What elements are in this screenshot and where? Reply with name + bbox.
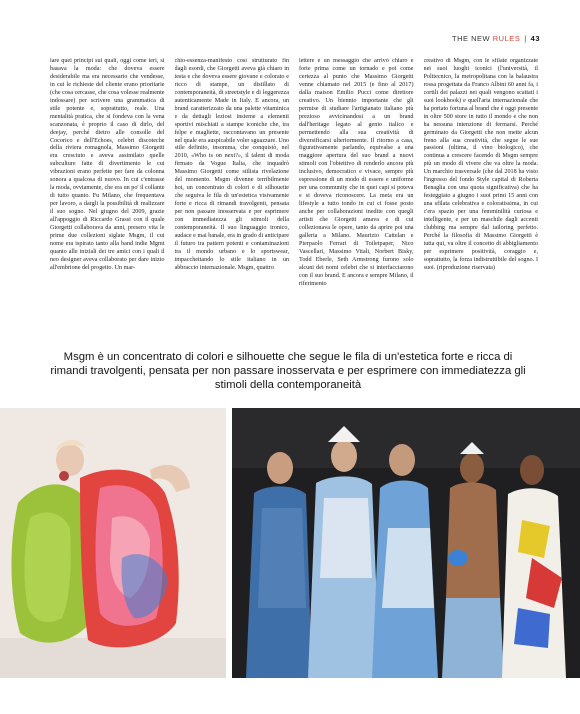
section-prefix: THE NEW <box>452 34 493 43</box>
pull-quote: Msgm è un concentrato di colori e silhouette che segue le fila di un'estetica forte e ricca di rimandi travolgenti, pensata per non passare inosservata e per esprimere con immediatezza gli stimoli della contemporaneità <box>50 351 526 392</box>
section-highlight: RULES <box>492 34 521 43</box>
draped-model-illustration <box>0 408 226 678</box>
fashion-photo-left <box>0 408 226 678</box>
fashion-photo-right <box>232 408 580 678</box>
article-columns <box>50 58 538 320</box>
group-models-illustration <box>232 408 580 678</box>
article-column-2: chio-essenza-manifesto così strutturato fin dagli esordi, che Giorgetti aveva già chiaro in testa e che doveva essere giovane e colorato e ricco di stampe, un distillato di contemporaneità, di streetstyle e di leggerezza autenticamente Made in Italy. E ancora, un brand caratterizzato da una palette vitaminica e da dettagli leziosi insieme a elementi sportivi mischiati a stampe iconiche che, tra felpe e magliette, raccontavano un presente nel quale era auspicabile voler sguazzare. Uno stile definito, insomma, che conquistò, nel 2010, «Who is on next?», il talent di moda firmato da Vogue Italia, che inquadrò Massimo Giorgetti come stilista rivelazione del momento. Msgm divenne terribilmente hot, un concentrato di colori e di silhouette che seguiva le fila di un'estetica visivamente forte e ricca di rimandi travolgenti, pensata per non passare inosservata e per esprimere con immediatezza gli stimoli della contemporaneità. Il suo linguaggio ironico, audace e mai banale, era in grado di anticipare il futuro tra pattern potenti e contaminazioni tra il mondo urbano e lo sportswear, impacchettando lo stile italiano in un abbraccio internazionale. Msgm, quattro <box>174 58 289 271</box>
article-column-3: lettere e un messaggio che arrivò chiaro e forte prima come un tornado e poi come certezza al punto che Massimo Giorgetti venne chiamato nel 2015 (e fino al 2017) dalla maison Emilio Pucci come direttore creativo. Un biennio importante che gli permise di studiare l'artigianato italiano più prezioso avvicinandosi a un brand dall'heritage legato al genio italico e permettendo alla sua creatività di diversificarsi ulteriormente. Il ritorno a casa, figurativamente parlando, equivalse a una maggiore apertura del suo brand a nuovi stimoli con l'obiettivo di renderlo ancora più inclusivo, democratico e vivace, sempre più espressione di un modo di essere e uniforme per una community che in quei capi si poteva e si doveva riconoscere. La meta era un lifestyle a tutto tondo in cui ci fosse posto anche per collaborazioni inedite con quegli artisti che Giorgetti amava e di cui collezionava le opere, tanto da aprire poi una galleria a Milano. Maurizio Cattelan e Pierpaolo Ferrari di Toiletpaper, Nico Vascellari, Massimo Vitali, Norbert Bisky, Todd Eberle, Seth Armstrong furono solo alcuni dei nomi celebri che si interfacciarono con il suo brand. E ancora e sempre Milano, il riferimento <box>299 58 414 287</box>
running-header <box>452 34 540 43</box>
header-separator: | <box>524 34 527 43</box>
page-number: 43 <box>530 34 540 43</box>
article-column-1: lare quei principi sui quali, oggi come ieri, si basava la moda: che doveva essere desiderabile ma era necessario che vendesse, in cui le richieste del cliente erano prioritarie (che cosa cercasse, che cosa volesse realmente indossare) per scrivere una grammatica di stile potente e, soprattutto, reale. Una mentalità pratica, che si fondeva con la vena scanzonata, è proprio il caso di dirlo, del deejay, perché dietro alle consolle del Cocorico e dell'Echoes, celebri discoteche della riviera romagnola, Massimo Giorgetti era cresciuto e aveva assimilato quelle subculture fatte di divertimento le cui vibrazioni erano perfette per fare da colonna sonora a qualcosa di nuovo. In cui c'entrasse la moda, ovviamente, che era un po' il collante di tutto quanto. Fu Milano, che frequentava per lavoro, a dargli la possibilità di realizzare il suo sogno. Nel giugno del 2009, grazie all'appoggio di Riccardo Grassi con il quale Giorgetti collaborava da anni, presero vita le prime due collezioni siglate Msgm, il cui nome era ispirato tanto alla band indie Mgmt quanto alle iniziali dei tre amici con i quali il neo designer aveva collaborato per dare inizio all'embrione del progetto. Un mar- <box>50 58 165 271</box>
article-column-4: creativo di Msgm, con le sfilate organizzate nei suoi luoghi iconici (l'università, il Politecnico, la metropolitana con la balaustra rossa progettata da Franco Albini 60 anni fa, i cortili dei palazzi nei quali vengono scattati i suoi lookbook) e quell'aria internazionale che ha portato fortuna al brand che è oggi presente in oltre 500 store in tutto il mondo e che non ha nessuna intenzione di fermarsi. Perché germinato da Giorgetti che non mette alcun freno alla sua creatività, che segue le sue passioni (ultima, il vino biologico), che continua a crescere facendo di Msgm sempre più un modo di vivere che va oltre la moda. Un marchio trasversale (che dal 2018 ha visto l'ingresso del fondo Style capital di Roberta Benaglia con una quota significativa) che ha festeggiato a giugno i suoi primi 15 anni con una sfilata celebrativa e coloratissima, in cui c'era spazio per una femminilità curiosa e intelligente, e per un maschile dagli accenti clubbing ma sempre dal tailoring perfetto. Perché la filosofia di Massimo Giorgetti è tutta qui, va oltre il concetto di abbigliamento per esprimere positività, coraggio e, soprattutto, la forza indistruttibile del sogno. I suoi. (riproduzione riservata) <box>423 58 538 271</box>
